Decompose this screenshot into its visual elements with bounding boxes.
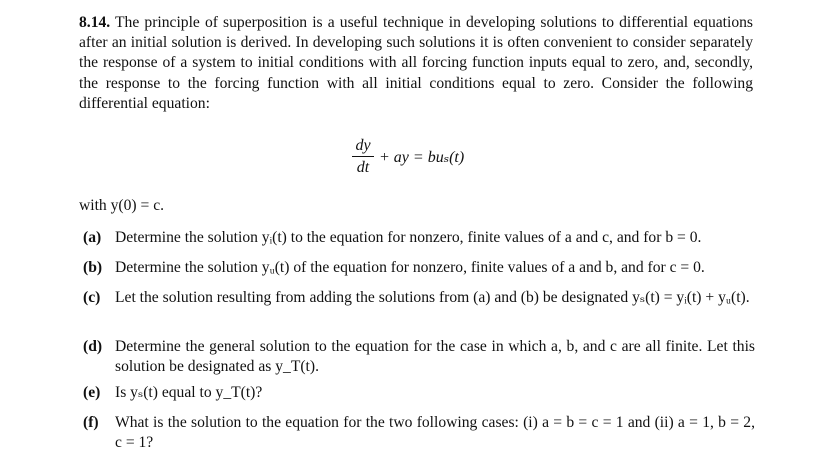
equation-rest: + ay = buₛ(t): [379, 149, 465, 166]
part-b: [83, 258, 755, 278]
part-a: [83, 228, 755, 248]
problem-intro: [79, 13, 753, 114]
part-f: [83, 413, 755, 453]
part-text: Let the solution resulting from adding the solutions from (a) and (b) be designated yₛ(t) = yᵢ(t) + yᵤ(t).: [115, 289, 750, 306]
part-label: (a): [83, 229, 102, 246]
part-label: (e): [83, 384, 101, 401]
derivative-fraction: [352, 137, 374, 177]
part-label: (b): [83, 259, 103, 276]
part-text: Determine the solution yᵤ(t) of the equation for nonzero, finite values of a and b, and for c = 0.: [115, 259, 705, 276]
part-text: Determine the general solution to the equation for the case in which a, b, and c are all finite. Let this solution be designated as y_T(t).: [115, 338, 755, 375]
part-label: (c): [83, 289, 101, 306]
differential-equation: [352, 137, 464, 177]
initial-condition: with y(0) = c.: [79, 197, 165, 214]
problem-number: 8.14.: [79, 14, 111, 31]
part-text: Is yₛ(t) equal to y_T(t)?: [115, 384, 263, 401]
part-text: What is the solution to the equation for the two following cases: (i) a = b = c = 1 and (ii) a = 1, b = 2, c = 1?: [115, 414, 755, 451]
fraction-numerator: dy: [355, 137, 371, 154]
part-c: [83, 288, 755, 308]
part-label: (d): [83, 338, 103, 355]
part-label: (f): [83, 414, 99, 431]
part-d: [83, 337, 755, 377]
part-text: Determine the solution yᵢ(t) to the equation for nonzero, finite values of a and c, and for b = 0.: [115, 229, 702, 246]
fraction-denominator: dt: [356, 159, 370, 176]
part-e: [83, 383, 755, 403]
problem-intro-text: The principle of superposition is a useful technique in developing solutions to differential equations after an initial solution is derived. In developing such solutions it is often convenient to consider separately the response of a system to initial conditions with all forcing function inputs equal to zero, and, secondly, the response to the forcing function with all initial conditions equal to zero. Consider the following differential equation:: [79, 14, 753, 112]
